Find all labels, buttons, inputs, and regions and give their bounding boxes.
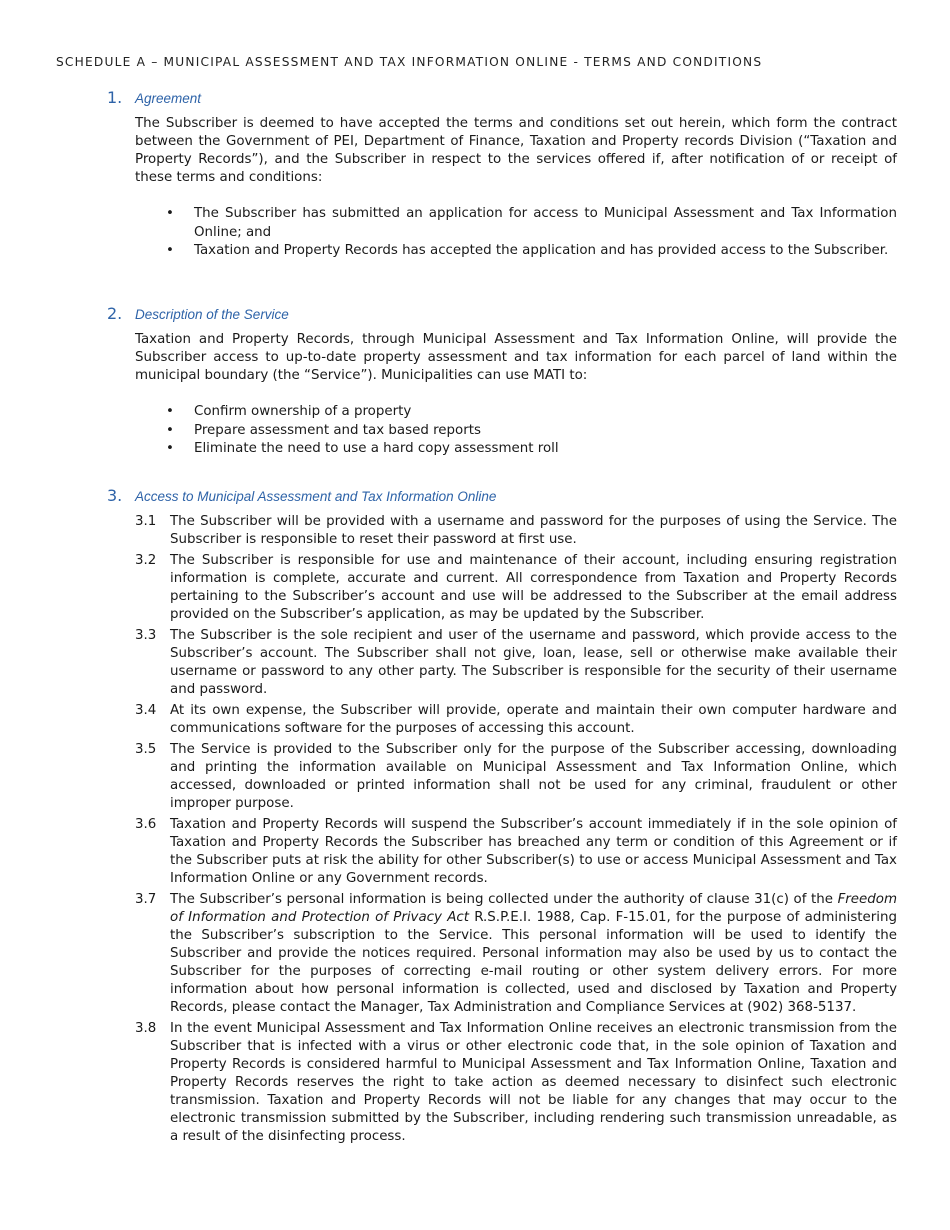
section-heading <box>107 486 897 505</box>
section-paragraph: Taxation and Property Records, through Municipal Assessment and Tax Information Online, will provide the Subscriber access to up-to-date property assessment and tax information for each parcel of land within the municipal boundary (the “Service”). Municipalities can use MATI to: <box>135 332 897 383</box>
section-agreement <box>107 88 897 261</box>
clause-3-5 <box>135 741 897 813</box>
clause-3-6 <box>135 816 897 888</box>
clause-3-7 <box>135 891 897 1017</box>
bullet-list <box>107 403 897 459</box>
clause-3-2 <box>135 552 897 624</box>
section-title: Agreement <box>135 91 202 106</box>
list-item: • Prepare assessment and tax based reports <box>166 422 897 441</box>
section-access <box>107 486 897 1149</box>
clause-text: The Subscriber will be provided with a username and password for the purposes of using the Service. The Subscriber is responsible to reset their password at first use. <box>170 514 897 547</box>
list-item: • Taxation and Property Records has accepted the application and has provided access to the Subscriber. <box>166 242 897 261</box>
bullet-list <box>107 205 897 261</box>
clause-number: 3.3 <box>135 628 157 643</box>
clause-text: The Subscriber’s personal information is being collected under the authority of clause 31(c) of the Freedom of Information and Protection of Privacy Act R.S.P.E.I. 1988, Cap. F-15.01, for the purpose of administering the Subscriber’s subscription to the Service. This personal information will be used to identify the Subscriber and provide the notices required. Personal information may also be used by us to contact the Subscriber for the purposes of correcting e-mail routing or other system delivery errors. For more information about how personal information is collected, used and disclosed by Taxation and Property Records, please contact the Manager, Tax Administration and Compliance Services at (902) 368-5137. <box>170 892 897 1015</box>
clause-3-1 <box>135 513 897 549</box>
clause-number: 3.4 <box>135 703 157 718</box>
bullet-icon: • <box>166 404 174 419</box>
list-item: • The Subscriber has submitted an application for access to Municipal Assessment and Tax Information Online; and <box>166 206 897 240</box>
clause-text: Taxation and Property Records will suspend the Subscriber’s account immediately if in the sole opinion of Taxation and Property Records the Subscriber has breached any term or condition of this Agreement or if the Subscriber puts at risk the ability for other Subscriber(s) to use or access Municipal Assessment and Tax Information Online or any Government records. <box>170 817 897 886</box>
section-heading <box>107 304 897 323</box>
section-description <box>107 304 897 459</box>
clause-number: 3.6 <box>135 817 157 832</box>
list-item: • Eliminate the need to use a hard copy assessment roll <box>166 440 897 459</box>
section-number: 1. <box>107 88 123 107</box>
act-title: Freedom of Information and Protection of Privacy Act <box>170 892 897 925</box>
bullet-icon: • <box>166 243 174 258</box>
clause-text: The Subscriber is the sole recipient and user of the username and password, which provide access to the Subscriber’s account. The Subscriber shall not give, loan, lease, sell or otherwise make available their username or password to any other party. The Subscriber is responsible for the security of their username and password. <box>170 628 897 697</box>
bullet-icon: • <box>166 422 174 438</box>
clause-number: 3.1 <box>135 514 157 529</box>
clause-text: The Service is provided to the Subscriber only for the purpose of the Subscriber accessing, downloading and printing the information available on Municipal Assessment and Tax Information Online, which accessed, downloaded or printed information shall not be used for any criminal, fraudulent or other improper purpose. <box>170 742 897 811</box>
numbered-clauses <box>135 513 897 1146</box>
clause-number: 3.2 <box>135 553 157 568</box>
clause-text: The Subscriber is responsible for use and maintenance of their account, including ensuring registration information is complete, accurate and current. All correspondence from Taxation and Property Records pertaining to the Subscriber’s account and use will be addressed to the Subscriber at the email address provided on the Subscriber’s application, as may be updated by the Subscriber. <box>170 553 897 622</box>
bullet-icon: • <box>166 441 174 456</box>
clause-number: 3.8 <box>135 1021 157 1036</box>
section-number: 2. <box>107 304 123 323</box>
clause-number: 3.7 <box>135 892 157 907</box>
clause-text: At its own expense, the Subscriber will provide, operate and maintain their own computer hardware and communications software for the purposes of accessing this account. <box>170 703 897 736</box>
section-paragraph: The Subscriber is deemed to have accepted the terms and conditions set out herein, which form the contract between the Government of PEI, Department of Finance, Taxation and Property records Division (“Taxation and Property Records”), and the Subscriber in respect to the services offered if, after notification of or receipt of these terms and conditions: <box>135 116 897 185</box>
section-number: 3. <box>107 486 123 505</box>
clause-3-4 <box>135 702 897 738</box>
section-heading <box>107 88 897 107</box>
bullet-icon: • <box>166 206 174 221</box>
section-title: Description of the Service <box>135 307 289 322</box>
page-title: SCHEDULE A – MUNICIPAL ASSESSMENT AND TAX INFORMATION ONLINE - TERMS AND CONDITIONS <box>56 55 763 69</box>
clause-text: In the event Municipal Assessment and Tax Information Online receives an electronic transmission from the Subscriber that is infected with a virus or other electronic code that, in the sole opinion of Taxation and Property Records is considered harmful to Municipal Assessment and Tax Information Online, Taxation and Property Records reserves the right to take action as deemed necessary to disinfect such electronic transmission. Taxation and Property Records will not be liable for any changes that may occur to the electronic transmission submitted by the Subscriber, including rendering such transmission unreadable, as a result of the disinfecting process. <box>170 1021 897 1144</box>
clause-3-3 <box>135 627 897 699</box>
clause-number: 3.5 <box>135 742 157 757</box>
clause-3-8 <box>135 1020 897 1146</box>
list-item: • Confirm ownership of a property <box>166 403 897 422</box>
section-title: Access to Municipal Assessment and Tax Information Online <box>135 489 497 504</box>
